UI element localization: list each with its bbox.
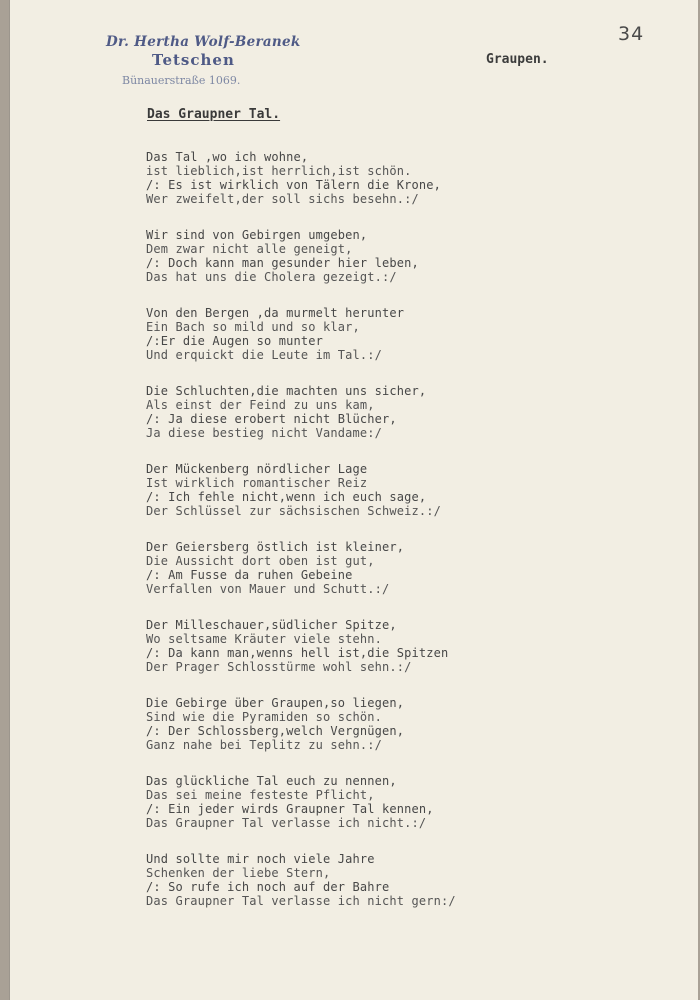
poem-line: Das glückliche Tal euch zu nennen, — [146, 774, 397, 788]
stanza — [146, 540, 666, 596]
poem-line: /: So rufe ich noch auf der Bahre — [146, 880, 390, 894]
poem-line: Die Gebirge über Graupen,so liegen, — [146, 696, 405, 710]
poem-line: /: Am Fusse da ruhen Gebeine — [146, 568, 353, 582]
poem-line: Als einst der Feind zu uns kam, — [146, 398, 375, 412]
stanza — [146, 852, 666, 908]
poem-line: Schenken der liebe Stern, — [146, 866, 331, 880]
stanza — [146, 774, 666, 830]
poem-line: Der Schlüssel zur sächsischen Schweiz.:/ — [146, 504, 441, 518]
letterhead-street: Bünauerstraße 1069. — [122, 74, 241, 87]
poem-line: Wer zweifelt,der soll sichs besehn.:/ — [146, 192, 419, 206]
place-heading: Graupen. — [486, 52, 549, 67]
poem-line: Und erquickt die Leute im Tal.:/ — [146, 348, 382, 362]
poem-line: Von den Bergen ,da murmelt herunter — [146, 306, 405, 320]
poem-line: Der Geiersberg östlich ist kleiner, — [146, 540, 405, 554]
poem-line: /: Doch kann man gesunder hier leben, — [146, 256, 419, 270]
poem-line: Und sollte mir noch viele Jahre — [146, 852, 375, 866]
stanza — [146, 228, 666, 284]
poem-line: /:Er die Augen so munter — [146, 334, 323, 348]
poem-line: ist lieblich,ist herrlich,ist schön. — [146, 164, 412, 178]
stanza — [146, 618, 666, 674]
poem-line: Wir sind von Gebirgen umgeben, — [146, 228, 368, 242]
poem-line: Der Prager Schlosstürme wohl sehn.:/ — [146, 660, 412, 674]
document-page — [10, 0, 698, 1000]
poem-line: Das hat uns die Cholera gezeigt.:/ — [146, 270, 397, 284]
poem-line: /: Der Schlossberg,welch Vergnügen, — [146, 724, 405, 738]
poem-line: Ja diese bestieg nicht Vandame:/ — [146, 426, 382, 440]
poem-line: Die Schluchten,die machten uns sicher, — [146, 384, 427, 398]
poem-line: Ein Bach so mild und so klar, — [146, 320, 360, 334]
letterhead-city: Tetschen — [152, 51, 235, 69]
stanza — [146, 696, 666, 752]
letterhead-name: Dr. Hertha Wolf-Beranek — [106, 34, 301, 50]
poem-line: Der Milleschauer,südlicher Spitze, — [146, 618, 397, 632]
poem-title: Das Graupner Tal. — [147, 107, 281, 122]
poem-line: Sind wie die Pyramiden so schön. — [146, 710, 382, 724]
poem-line: /: Ja diese erobert nicht Blücher, — [146, 412, 397, 426]
stanza — [146, 384, 666, 440]
poem-line: Das Graupner Tal verlasse ich nicht gern:/ — [146, 894, 456, 908]
poem-line: /: Ein jeder wirds Graupner Tal kennen, — [146, 802, 434, 816]
page-number: 34 — [618, 23, 645, 45]
poem-line: Das sei meine festeste Pflicht, — [146, 788, 375, 802]
poem-line: Der Mückenberg nördlicher Lage — [146, 462, 368, 476]
letterhead-stamp — [106, 34, 306, 87]
poem-body — [146, 150, 666, 930]
poem-line: /: Ich fehle nicht,wenn ich euch sage, — [146, 490, 427, 504]
poem-line: Ist wirklich romantischer Reiz — [146, 476, 368, 490]
poem-line: /: Es ist wirklich von Tälern die Krone, — [146, 178, 441, 192]
poem-line: Dem zwar nicht alle geneigt, — [146, 242, 353, 256]
poem-line: /: Da kann man,wenns hell ist,die Spitzen — [146, 646, 449, 660]
poem-line: Die Aussicht dort oben ist gut, — [146, 554, 375, 568]
poem-line: Ganz nahe bei Teplitz zu sehn.:/ — [146, 738, 382, 752]
poem-line: Das Graupner Tal verlasse ich nicht.:/ — [146, 816, 427, 830]
poem-line: Das Tal ,wo ich wohne, — [146, 150, 309, 164]
poem-line: Verfallen von Mauer und Schutt.:/ — [146, 582, 390, 596]
poem-line: Wo seltsame Kräuter viele stehn. — [146, 632, 382, 646]
stanza — [146, 150, 666, 206]
stanza — [146, 462, 666, 518]
stanza — [146, 306, 666, 362]
